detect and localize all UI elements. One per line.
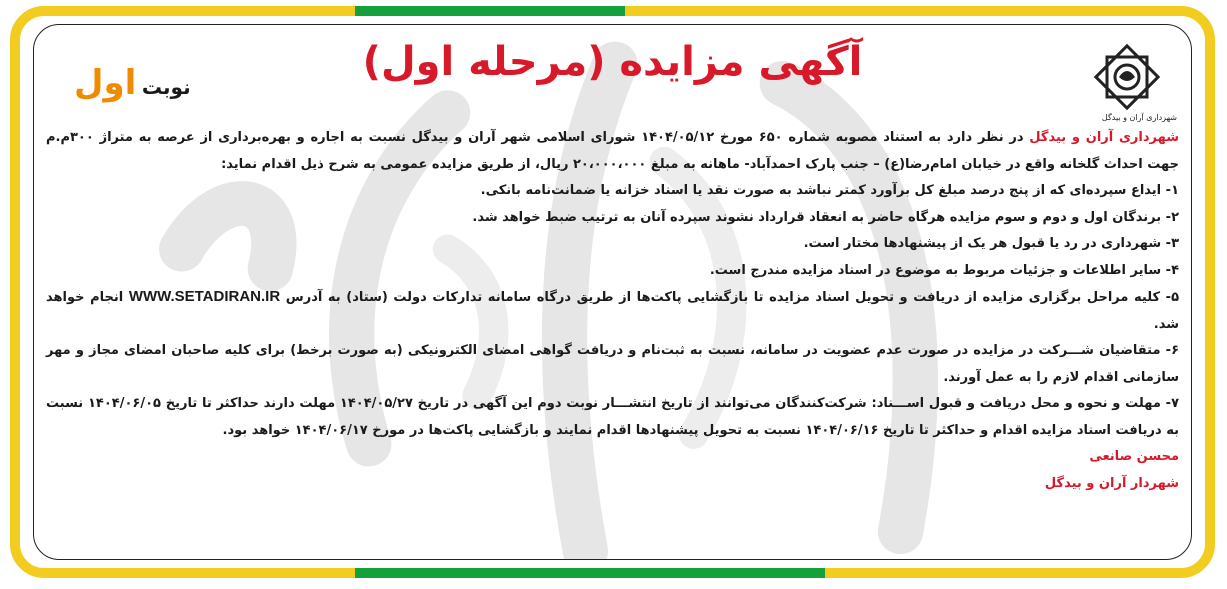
signature-role: شهردار آران و بیدگل — [1044, 475, 1179, 491]
org-name: شهرداری آران و بیدگل — [1029, 130, 1179, 145]
frame-accent-top — [355, 6, 625, 16]
setad-url-link[interactable]: WWW.SETADIRAN.IR — [128, 288, 281, 305]
list-item: ۱- ایداع سپرده‌ای که از پنج درصد مبلغ کل برآورد کمتر نباشد به صورت نقد یا اسناد خزانه یا ضمانت‌نامه بانکی. — [480, 183, 1179, 198]
signature-name: محسن صانعی — [1089, 449, 1179, 464]
intro-text: در نظر دارد به استناد مصوبه شماره ۶۵۰ مورخ ۱۴۰۴/۰۵/۱۲ شورای اسلامی شهر آران و بیدگل نسبت به اجاره و بهره‌برداری از عرصه به متراژ ۳۰۰م.م جهت احداث گلخانه واقع در خیابان امام‌رضا(ع) – جنب پارک احمدآباد- ماهانه به مبلغ ۲۰،۰۰۰،۰۰۰ ریال، از طریق مزایده عمومی به شرح ذیل اقدام نماید: — [46, 130, 1179, 172]
item5-after: انجام خواهد شد. — [46, 290, 1179, 332]
round-badge — [74, 63, 191, 103]
logo-caption: شهرداری آران و بیدگل — [1101, 113, 1177, 122]
list-item-6: ۶- متقاضیان شـــرکت در مزایده در صورت عدم عضویت در سامانه، نسبت به ثبت‌نام و دریافت گواهی امضای الکترونیکی (به صورت برخط) برای کلیه صاحبان امضای مجاز و مهر سازمانی اقدام لازم را به عمل آورند. — [46, 343, 1179, 385]
list-item: ۲- برندگان اول و دوم و سوم مزایده هرگاه حاضر به انعقاد قرارداد نشوند سپرده آنان به ترتیب ضبط خواهد شد. — [472, 209, 1179, 225]
list-item-7: ۷- مهلت و نحوه و محل دریافت و قبول اســـناد: شرکت‌کنندگان می‌توانند از تاریخ انتشـــار نوبت دوم این آگهی در تاریخ ۱۴۰۴/۰۵/۲۷ مهلت دارند حداکثر تا تاریخ ۱۴۰۴/۰۶/۰۵ نسبت به دریافت اسناد مزایده اقدام و حداکثر تا تاریخ ۱۴۰۴/۰۶/۱۶ نسبت به تحویل پیشنهادها اقدام نمایند و بازگشایی پاکت‌ها در مورخ ۱۴۰۴/۰۶/۱۷ خواهد بود. — [46, 396, 1179, 438]
intro-paragraph — [46, 125, 1179, 178]
list-item-5 — [46, 284, 1179, 338]
round-value: اول — [74, 63, 137, 103]
item5-before: ۵- کلیه مراحل برگزاری مزایده از دریافت و تحویل اسناد مزایده تا بازگشایی پاکت‌ها از طریق درگاه سامانه تدارکات دولت (ستاد) به آدرس — [280, 290, 1179, 305]
page-title: آگهی مزایده (مرحله اول) — [362, 39, 863, 85]
round-label: نوبت — [141, 75, 191, 99]
notice-frame — [10, 6, 1215, 578]
list-item: ۴- سایر اطلاعات و جزئیات مربوط به موضوع در اسناد مزایده مندرج است. — [709, 262, 1179, 278]
notice-body — [46, 125, 1179, 497]
list-item: ۳- شهرداری در رد یا قبول هر یک از پیشنهادها مختار است. — [803, 236, 1179, 251]
notice-panel — [33, 24, 1192, 560]
notice-header — [34, 25, 1191, 122]
frame-accent-bottom — [355, 568, 825, 578]
